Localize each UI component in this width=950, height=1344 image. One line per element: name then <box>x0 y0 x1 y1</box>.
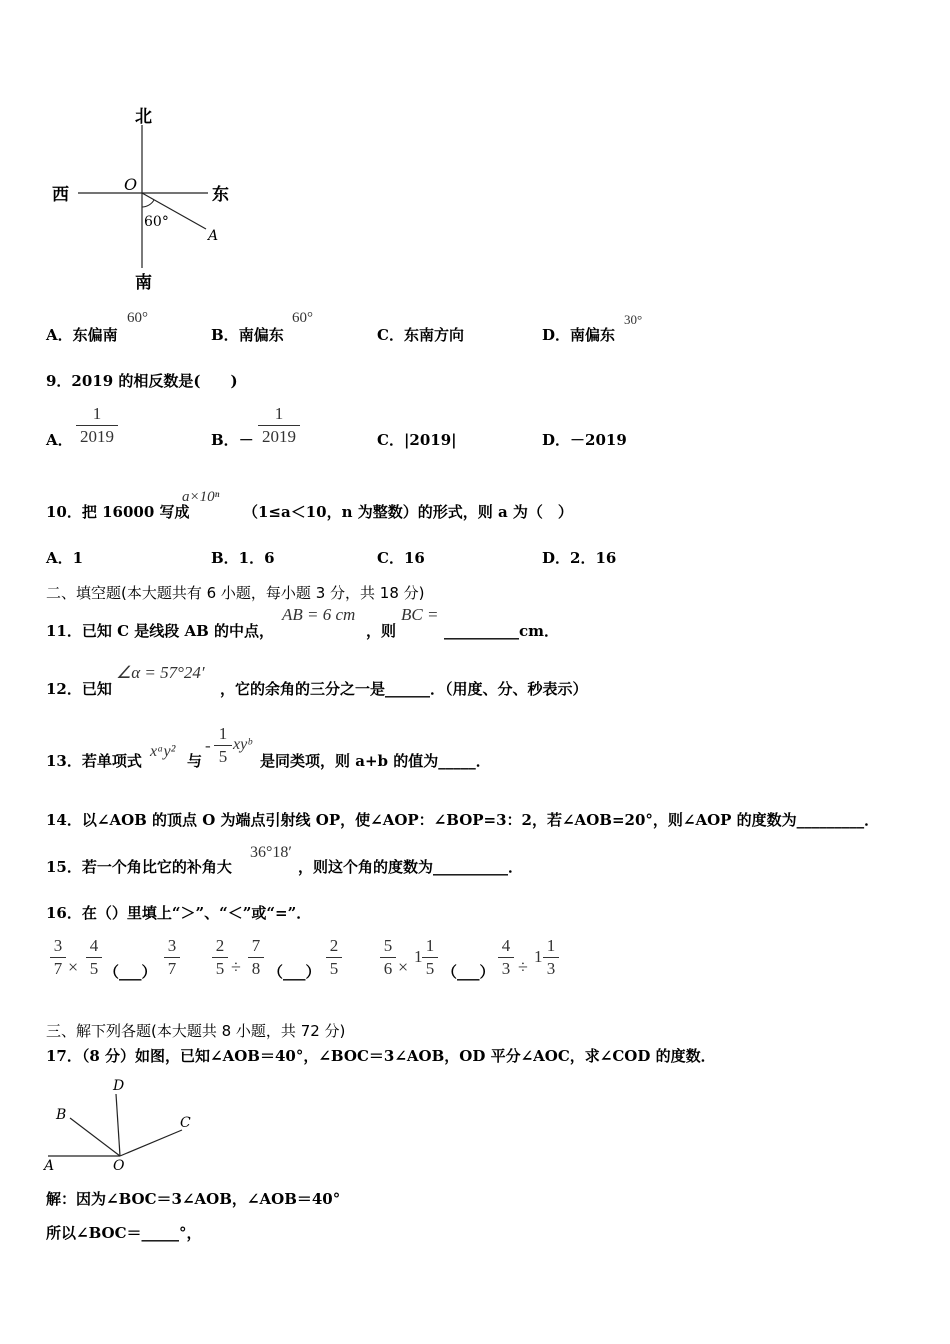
east-label: 东 <box>212 185 229 205</box>
q8-option-d[interactable]: D．南偏东 <box>542 326 616 344</box>
angle-label: 60° <box>144 214 169 230</box>
q17-label-o: O <box>113 1158 125 1174</box>
q16-frac-8: 1 5 <box>422 936 438 979</box>
q17-solution-line-1: 解：因为∠BOC＝3∠AOB，∠AOB＝40° <box>46 1190 341 1208</box>
q12-prefix: 12．已知 <box>46 680 112 698</box>
compass-figure <box>40 100 260 295</box>
q16-stem: 16．在（）里填上“＞”、“＜”或“=”． <box>46 904 312 922</box>
q16-whole-10: 1 <box>534 947 543 966</box>
q16-blank-1[interactable]: （___） <box>104 963 157 981</box>
q17-angle-figure <box>40 1072 210 1177</box>
q11-math-ab: AB = 6 cm <box>282 605 356 624</box>
q8-option-d-math: 30° <box>624 312 643 327</box>
q10-prefix: 10．把 16000 写成 <box>46 503 190 521</box>
q10-option-d[interactable]: D．2．16 <box>542 549 617 567</box>
q17-label-b: B <box>56 1107 67 1123</box>
west-label: 西 <box>52 185 69 205</box>
q9-option-a-letter[interactable]: A． <box>46 431 73 449</box>
q13-mid: 与 <box>187 752 203 770</box>
q15-math: 36°18′ <box>250 844 292 861</box>
q16-frac-2: 4 5 <box>86 936 102 979</box>
q11-mid: ，则 <box>366 622 397 640</box>
q16-frac-7: 5 6 <box>380 936 396 979</box>
q17-label-d: D <box>113 1078 125 1094</box>
q11-prefix: 11．已知 C 是线段 AB 的中点， <box>46 622 275 640</box>
q11-suffix: __________cm． <box>444 622 560 640</box>
q16-frac-9: 4 3 <box>498 936 514 979</box>
q11-math-bc: BC = <box>401 605 439 624</box>
q16-frac-3: 3 7 <box>164 936 180 979</box>
q13-suffix: 是同类项，则 a+b 的值为_____． <box>260 752 491 770</box>
q17-label-c: C <box>180 1115 191 1131</box>
q13-math-1: xᵃy² <box>150 743 176 760</box>
q16-whole-8: 1 <box>414 947 423 966</box>
q16-blank-3[interactable]: （___） <box>442 963 495 981</box>
q10-math: a×10ⁿ <box>182 489 220 505</box>
q9-option-c[interactable]: C．|2019| <box>377 431 457 449</box>
section-2-heading: 二、填空题(本大题共有 6 小题，每小题 3 分，共 18 分) <box>46 584 425 602</box>
q17-stem: 17．（8 分）如图，已知∠AOB＝40°，∠BOC＝3∠AOB，OD 平分∠AOC，求∠COD 的度数． <box>46 1047 716 1065</box>
q16-op-4: ÷ <box>518 957 528 977</box>
q9-option-b-letter[interactable]: B．－ <box>211 431 254 449</box>
q13-sign: - <box>205 736 211 755</box>
q16-blank-2[interactable]: （___） <box>268 963 321 981</box>
q9-stem: 9．2019 的相反数是( ) <box>46 372 238 390</box>
section-3-heading: 三、解下列各题(本大题共 8 小题，共 72 分) <box>46 1022 346 1040</box>
point-a-label: A <box>208 228 219 244</box>
q13-prefix: 13．若单项式 <box>46 752 142 770</box>
q15-suffix: ，则这个角的度数为__________． <box>298 858 524 876</box>
q9-option-d[interactable]: D．－2019 <box>542 431 627 449</box>
q8-option-c[interactable]: C．东南方向 <box>377 326 464 344</box>
q15-prefix: 15．若一个角比它的补角大 <box>46 858 232 876</box>
q8-option-a[interactable]: A．东偏南 <box>46 326 118 344</box>
q13-math-2: xyᵇ <box>233 736 252 753</box>
q16-frac-4: 2 5 <box>212 936 228 979</box>
q10-option-a[interactable]: A．1 <box>46 549 84 567</box>
q10-option-b[interactable]: B．1．6 <box>211 549 275 567</box>
q16-frac-10: 1 3 <box>543 936 559 979</box>
north-label: 北 <box>135 107 152 127</box>
q16-op-3: × <box>398 957 409 977</box>
q17-label-a: A <box>44 1158 55 1174</box>
q8-option-b-math: 60° <box>292 310 313 326</box>
q16-frac-5: 7 8 <box>248 936 264 979</box>
q16-frac-6: 2 5 <box>326 936 342 979</box>
q9-option-a-fraction: 1 2019 <box>76 404 118 447</box>
q16-op-2: ÷ <box>231 957 241 977</box>
q16-op-1: × <box>68 957 79 977</box>
q16-frac-1: 3 7 <box>50 936 66 979</box>
south-label: 南 <box>135 273 152 293</box>
q8-option-a-math: 60° <box>127 310 148 326</box>
q12-suffix: ，它的余角的三分之一是______．（用度、分、秒表示） <box>220 680 588 698</box>
origin-label: O <box>124 175 138 194</box>
q9-option-b-fraction: 1 2019 <box>258 404 300 447</box>
q14: 14．以∠AOB 的顶点 O 为端点引射线 OP，使∠AOP：∠BOP=3：2，若∠AOB=20°，则∠AOP 的度数为_________． <box>46 811 880 829</box>
q13-fraction: 1 5 <box>214 724 232 767</box>
q8-option-b[interactable]: B．南偏东 <box>211 326 284 344</box>
q12-math: ∠α = 57°24′ <box>116 663 205 682</box>
q10-suffix: （1≤a＜10，n 为整数）的形式，则 a 为（ ） <box>243 503 573 521</box>
q10-option-c[interactable]: C．16 <box>377 549 425 567</box>
q17-solution-line-2: 所以∠BOC＝_____°， <box>46 1224 202 1242</box>
